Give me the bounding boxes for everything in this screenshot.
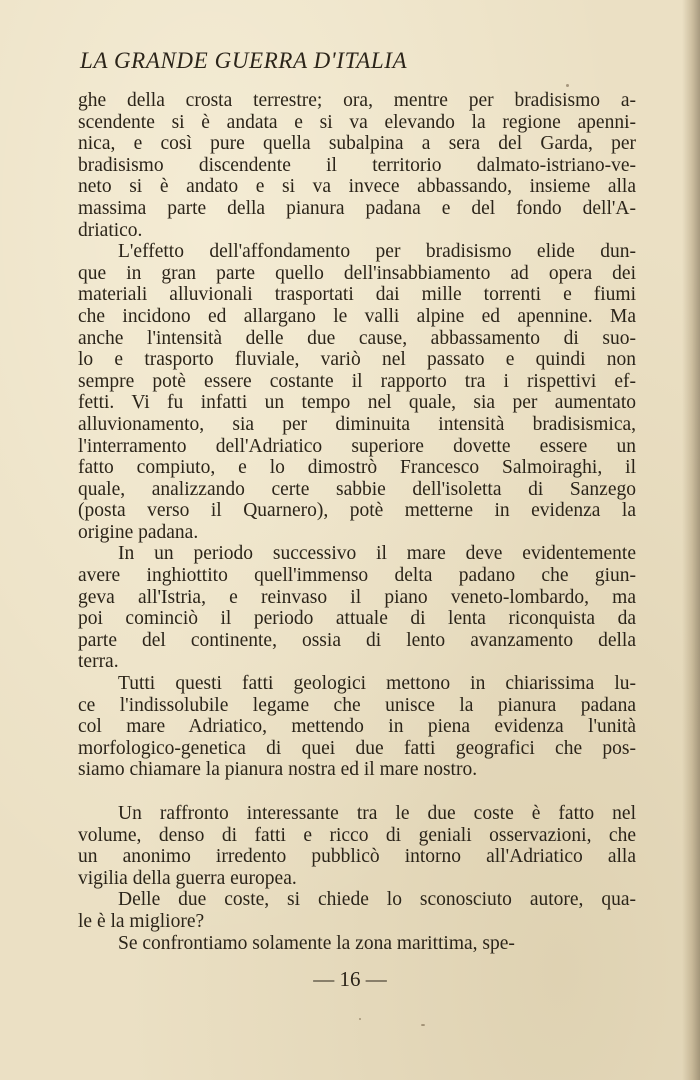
- paragraph-4: [78, 673, 636, 781]
- text-line: Tutti questi fatti geologici mettono in chiarissima lu-: [118, 673, 636, 695]
- text-line: que in gran parte quello dell'insabbiamento ad opera dei: [78, 262, 636, 284]
- paper-speck: [359, 1018, 361, 1020]
- text-line: geva all'Istria, e reinvaso il piano veneto-lombardo, ma: [78, 586, 636, 608]
- text-line: col mare Adriatico, mettendo in piena evidenza l'unità: [78, 716, 636, 738]
- text-line: parte del continente, ossia di lento avanzamento della: [78, 629, 636, 651]
- text-line: ce l'indissolubile legame che unisce la pianura padana: [78, 694, 636, 716]
- text-line: che incidono ed allargano le valli alpine ed apennine. Ma: [78, 305, 636, 327]
- text-line: Se confrontiamo solamente la zona marittima, spe-: [118, 932, 515, 954]
- text-line: avere inghiottito quell'immenso delta padano che giun-: [78, 565, 636, 587]
- running-head: LA GRANDE GUERRA D'ITALIA: [80, 48, 408, 73]
- text-line: neto si è andato e si va invece abbassando, insieme alla: [78, 176, 636, 198]
- text-line: morfologico-genetica di quei due fatti geografici che pos-: [78, 737, 636, 759]
- text-line: (posta verso il Quarnero), potè metterne in evidenza la: [78, 500, 636, 522]
- page-edge-shadow: [682, 0, 700, 1080]
- text-line: lo e trasporto fluviale, variò nel passato e quindi non: [78, 349, 636, 371]
- text-line: siamo chiamare la pianura nostra ed il mare nostro.: [78, 759, 478, 781]
- text-line: driatico.: [78, 219, 143, 241]
- body-text: [78, 90, 636, 954]
- text-line: l'interramento dell'Adriatico superiore dovette essere un: [78, 435, 636, 457]
- text-line: ghe della crosta terrestre; ora, mentre per bradisismo a-: [78, 90, 636, 111]
- paragraph-6: [78, 889, 636, 932]
- section-break: [78, 781, 636, 803]
- text-line: Delle due coste, si chiede lo sconosciuto autore, qua-: [118, 889, 636, 911]
- text-line: In un periodo successivo il mare deve evidentemente: [118, 543, 636, 565]
- text-line: Un raffronto interessante tra le due coste è fatto nel: [118, 803, 636, 824]
- text-line: anche l'intensità delle due cause, abbassamento di suo-: [78, 327, 636, 349]
- text-line: terra.: [78, 651, 119, 673]
- paper-speck: [566, 84, 569, 87]
- paragraph-5: [78, 803, 636, 889]
- text-line: nica, e così pure quella subalpina a sera del Garda, per: [78, 133, 636, 155]
- text-line: massima parte della pianura padana e del fondo dell'A-: [78, 197, 636, 219]
- text-line: vigilia della guerra europea.: [78, 867, 297, 889]
- text-line: scendente si è andata e si va elevando la regione apenni-: [78, 111, 636, 133]
- text-line: L'effetto dell'affondamento per bradisismo elide dun-: [118, 241, 636, 263]
- text-line: quale, analizzando certe sabbie dell'isoletta di Sanzego: [78, 478, 636, 500]
- text-line: poi cominciò il periodo attuale di lenta riconquista da: [78, 608, 636, 630]
- paragraph-3: [78, 543, 636, 673]
- text-line: volume, denso di fatti e ricco di geniali osservazioni, che: [78, 824, 636, 846]
- text-line: alluvionamento, sia per diminuita intensità bradisismica,: [78, 413, 636, 435]
- page-number: — 16 —: [313, 967, 387, 991]
- text-line: un anonimo irredento pubblicò intorno all'Adriatico alla: [78, 846, 636, 868]
- paragraph-7: [78, 933, 636, 955]
- text-line: le è la migliore?: [78, 910, 205, 932]
- text-line: materiali alluvionali trasportati dai mille torrenti e fiumi: [78, 284, 636, 306]
- text-line: fetti. Vi fu infatti un tempo nel quale, sia per aumentato: [78, 392, 636, 414]
- paragraph-1: [78, 90, 636, 241]
- paper-speck: [421, 1024, 425, 1026]
- text-line: sempre potè essere costante il rapporto tra i rispettivi ef-: [78, 370, 636, 392]
- text-line: fatto compiuto, e lo dimostrò Francesco Salmoiraghi, il: [78, 457, 636, 479]
- paragraph-2: [78, 241, 636, 543]
- text-line: origine padana.: [78, 521, 199, 543]
- text-line: bradisismo discendente il territorio dalmato-istriano-ve-: [78, 154, 636, 176]
